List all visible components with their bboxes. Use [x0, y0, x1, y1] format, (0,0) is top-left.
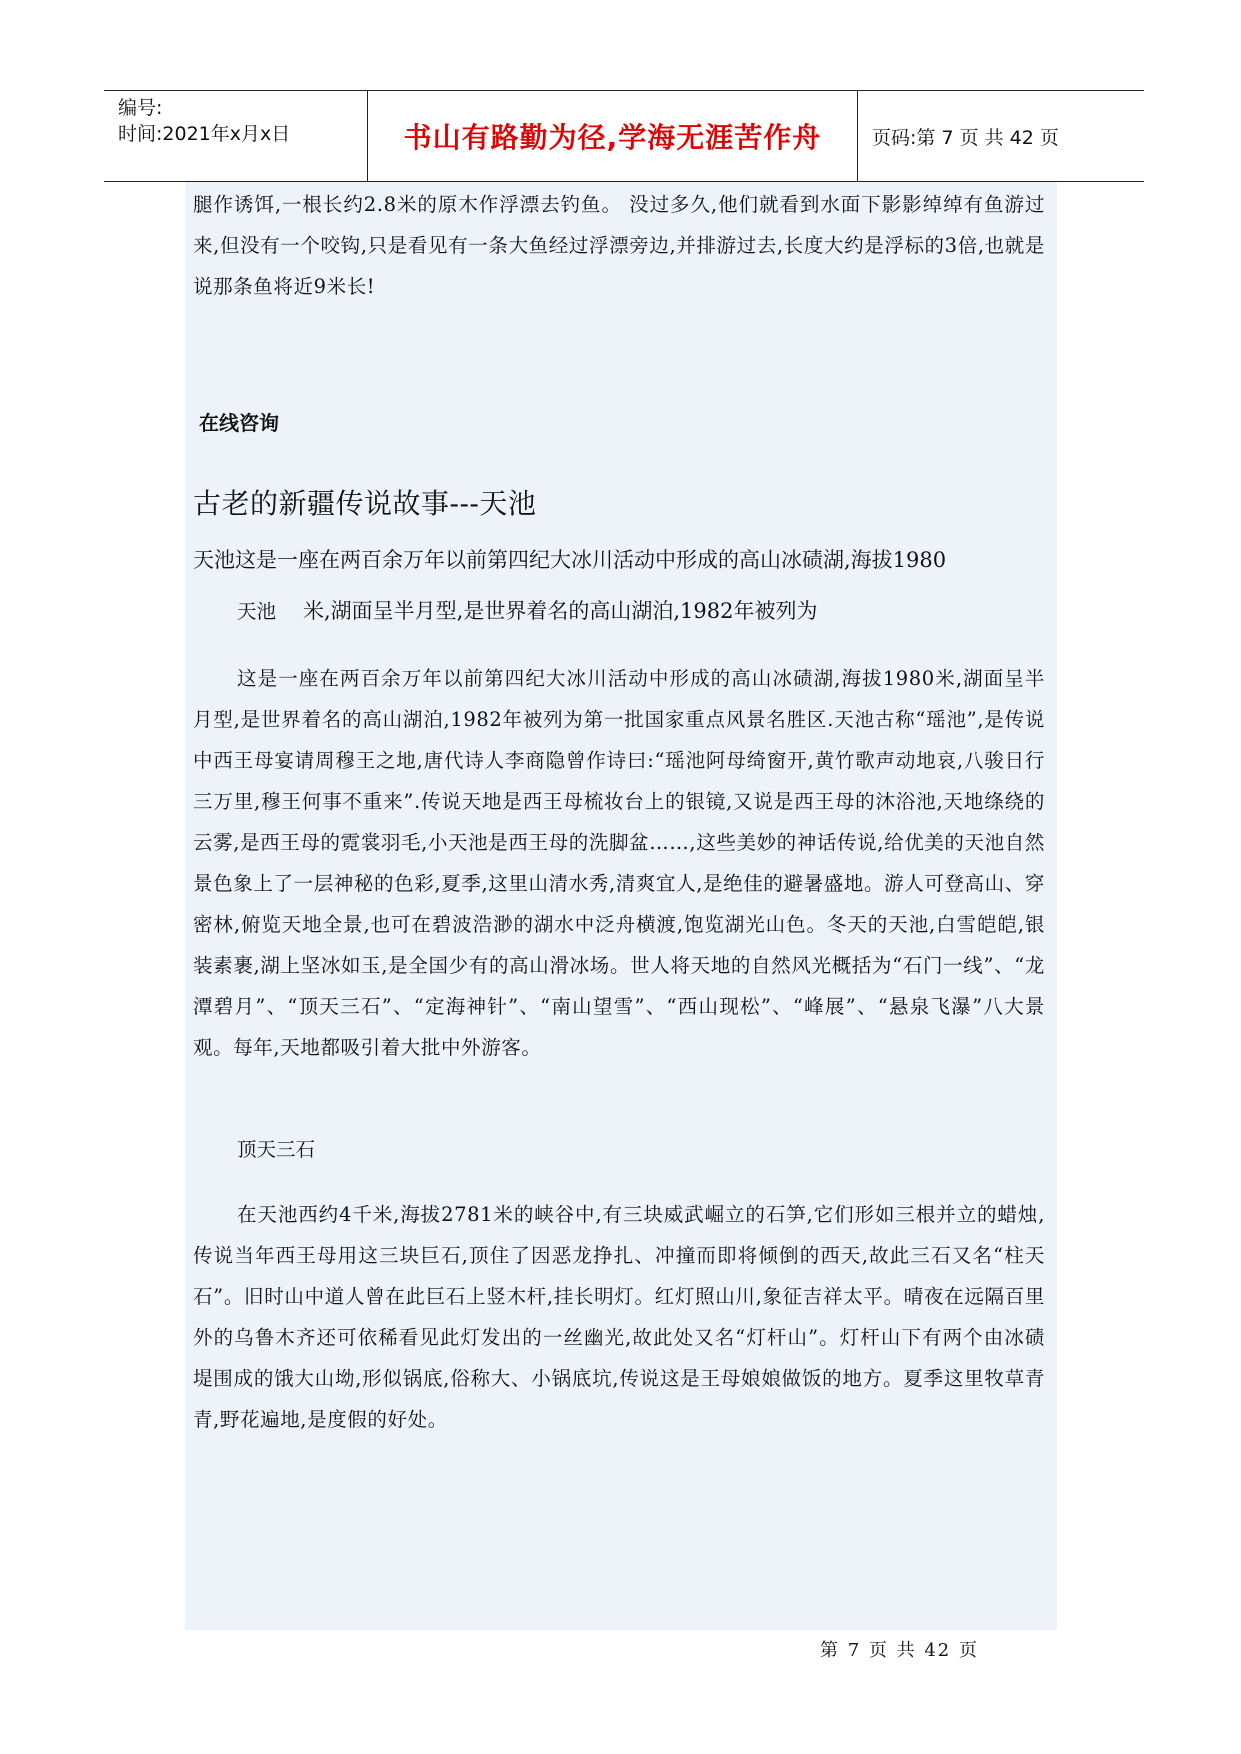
online-consult-heading: 在线咨询 [199, 411, 279, 435]
section-tianchi-block [185, 658, 1057, 1068]
article-title: 古老的新疆传说故事---天池 [193, 487, 537, 520]
header-page-number: 页码:第 7 页 共 42 页 [872, 126, 1059, 149]
header-motto: 书山有路勤为径,学海无涯苦作舟 [368, 91, 858, 181]
continued-paragraph: 腿作诱饵,一根长约2.8米的原木作浮漂去钓鱼。 没过多久,他们就看到水面下影影绰绰有鱼游过来,但没有一个咬钩,只是看见有一条大鱼经过浮漂旁边,并排游过去,长度大约是浮标的3倍,也就是说那条鱼将近9米长! [193, 193, 1045, 298]
section-tianchi-paragraph: 这是一座在两百余万年以前第四纪大冰川活动中形成的高山冰碛湖,海拔1980米,湖面呈半月型,是世界着名的高山湖泊,1982年被列为第一批国家重点风景名胜区.天池古称“瑶池”,是传说中西王母宴请周穆王之地,唐代诗人李商隐曾作诗曰:“瑶池阿母绮窗开,黄竹歌声动地哀,八骏日行三万里,穆王何事不重来”.传说天地是西王母梳妆台上的银镜,又说是西王母的沐浴池,天地绦绕的云雾,是西王母的霓裳羽毛,小天池是西王母的洗脚盆……,这些美妙的神话传说,给优美的天池自然景色象上了一层神秘的色彩,夏季,这里山清水秀,清爽宜人,是绝佳的避暑盛地。游人可登高山、穿密林,俯览天地全景,也可在碧波浩渺的湖水中泛舟横渡,饱览湖光山色。冬天的天池,白雪皑皑,银装素裹,湖上坚冰如玉,是全国少有的高山滑冰场。世人将天地的自然风光概括为“石门一线”、“龙潭碧月”、“顶天三石”、“定海神针”、“南山望雪”、“西山现松”、“峰展”、“悬泉飞瀑”八大景观。每年,天地都吸引着大批中外游客。 [193, 667, 1045, 1059]
content-area [185, 182, 1057, 1630]
intro-line-2: 米,湖面呈半月型,是世界着名的高山湖泊,1982年被列为 [303, 599, 818, 623]
time-label: 时间:2021年x月x日 [118, 123, 291, 145]
section-title-three-stones: 顶天三石 [237, 1138, 316, 1161]
section-three-stones-paragraph: 在天池西约4千米,海拔2781米的峡谷中,有三块威武崛立的石笋,它们形如三根并立的蜡烛,传说当年西王母用这三块巨石,顶住了因恶龙挣扎、冲撞而即将倾倒的西天,故此三石又名“柱天石”。旧时山中道人曾在此巨石上竖木杆,挂长明灯。红灯照山川,象征吉祥太平。晴夜在远隔百里外的乌鲁木齐还可依稀看见此灯发出的一丝幽光,故此处又名“灯杆山”。灯杆山下有两个由冰碛堤围成的饿大山坳,形似锅底,俗称大、小锅底坑,传说这是王母娘娘做饭的地方。夏季这里牧草青青,野花遍地,是度假的好处。 [193, 1203, 1045, 1431]
header-meta [104, 91, 368, 181]
number-label: 编号: [118, 97, 163, 119]
page-footer: 第 7 页 共 42 页 [820, 1640, 979, 1661]
continued-paragraph-block [185, 184, 1057, 307]
section-title-tianchi: 天池 [237, 600, 277, 623]
section-three-stones-block [185, 1194, 1057, 1440]
intro-line-1: 天池这是一座在两百余万年以前第四纪大冰川活动中形成的高山冰碛湖,海拔1980 [193, 548, 947, 572]
page-header [104, 90, 1144, 182]
